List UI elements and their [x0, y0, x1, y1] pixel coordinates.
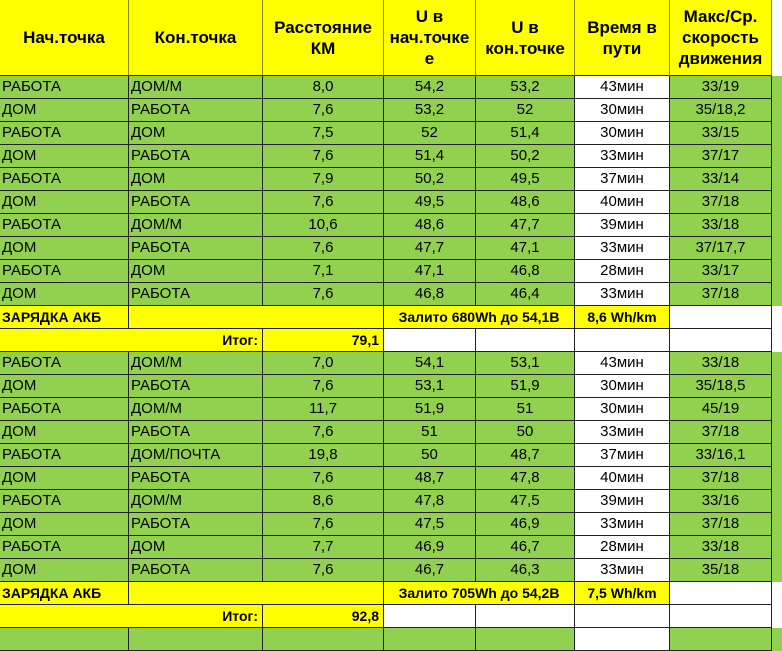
row-spill [772, 513, 782, 536]
cell-speed[interactable]: 33/18 [670, 352, 772, 375]
row-spill [772, 398, 782, 421]
cell-u-start[interactable]: 47,5 [384, 513, 476, 536]
cell-end-point[interactable]: ДОМ/М [129, 76, 263, 99]
cell-distance[interactable]: 7,6 [263, 421, 384, 444]
cell-end-point[interactable]: РАБОТА [129, 513, 263, 536]
cell-start-point[interactable]: ДОМ [0, 237, 129, 260]
cell-travel-time[interactable]: 30мин [575, 122, 670, 145]
cell-distance[interactable]: 7,6 [263, 375, 384, 398]
cell-travel-time[interactable]: 33мин [575, 421, 670, 444]
cell-end-point[interactable]: ДОМ/М [129, 214, 263, 237]
cell-end-point[interactable]: РАБОТА [129, 559, 263, 582]
charge-rate[interactable]: 7,5 Wh/km [575, 582, 670, 605]
cell-end-point[interactable]: ДОМ [129, 536, 263, 559]
cell-start-point[interactable]: РАБОТА [0, 536, 129, 559]
cell-speed[interactable]: 33/19 [670, 76, 772, 99]
cell-speed[interactable]: 33/14 [670, 168, 772, 191]
cell-start-point[interactable]: ДОМ [0, 191, 129, 214]
cell-u-start[interactable]: 52 [384, 122, 476, 145]
charge-empty[interactable] [129, 582, 384, 605]
cell-speed[interactable]: 37/18 [670, 467, 772, 490]
total-empty[interactable] [575, 329, 670, 352]
cell-distance[interactable]: 7,6 [263, 145, 384, 168]
cell-end-point[interactable]: ДОМ/ПОЧТА [129, 444, 263, 467]
row-spill [772, 375, 782, 398]
header-spill [772, 0, 782, 76]
cell-end-point[interactable]: РАБОТА [129, 191, 263, 214]
cell-start-point[interactable]: РАБОТА [0, 398, 129, 421]
row-spill [772, 145, 782, 168]
cell-u-end[interactable]: 46,3 [476, 559, 575, 582]
cell-u-start[interactable]: 54,1 [384, 352, 476, 375]
row-spill [772, 283, 782, 306]
row-spill [772, 329, 782, 352]
cell-u-end[interactable]: 50,2 [476, 145, 575, 168]
cell-distance[interactable]: 7,6 [263, 191, 384, 214]
cell-u-end[interactable]: 49,5 [476, 168, 575, 191]
cell-speed[interactable]: 33/18 [670, 214, 772, 237]
cell-u-start[interactable]: 50 [384, 444, 476, 467]
total-empty[interactable] [670, 605, 772, 628]
row-spill [772, 421, 782, 444]
row-spill [772, 582, 782, 605]
cell-speed[interactable]: 37/18 [670, 513, 772, 536]
row-spill [772, 260, 782, 283]
cell-distance[interactable]: 7,5 [263, 122, 384, 145]
cell-speed[interactable]: 37/17,7 [670, 237, 772, 260]
cell-u-start[interactable]: 53,2 [384, 99, 476, 122]
cell-end-point[interactable]: ДОМ/М [129, 352, 263, 375]
cell-u-end[interactable]: 47,7 [476, 214, 575, 237]
cell-u-start[interactable]: 51 [384, 421, 476, 444]
cell-travel-time[interactable]: 33мин [575, 513, 670, 536]
cell-distance[interactable]: 7,6 [263, 559, 384, 582]
total-value[interactable]: 92,8 [263, 605, 384, 628]
row-spill [772, 237, 782, 260]
cell-u-end[interactable]: 47,5 [476, 490, 575, 513]
cell-distance[interactable]: 7,6 [263, 99, 384, 122]
cell-start-point[interactable]: ДОМ [0, 99, 129, 122]
cell-distance[interactable]: 11,7 [263, 398, 384, 421]
cell-start-point[interactable]: ДОМ [0, 145, 129, 168]
cell-travel-time[interactable]: 39мин [575, 490, 670, 513]
cell-end-point[interactable]: ДОМ [129, 122, 263, 145]
header-u-start[interactable]: U в нач.точке е [384, 0, 476, 76]
cell-distance[interactable]: 19,8 [263, 444, 384, 467]
row-spill [772, 559, 782, 582]
cell-u-end[interactable]: 53,2 [476, 76, 575, 99]
cell-start-point[interactable]: РАБОТА [0, 352, 129, 375]
total-label[interactable]: Итог: [0, 605, 263, 628]
cell-u-start[interactable]: 51,4 [384, 145, 476, 168]
row-spill [772, 214, 782, 237]
cell-distance[interactable]: 7,6 [263, 283, 384, 306]
cell-speed[interactable]: 35/18,2 [670, 99, 772, 122]
charge-note[interactable]: Залито 705Wh до 54,2В [384, 582, 575, 605]
cell-end-point[interactable]: РАБОТА [129, 375, 263, 398]
cell-end-point[interactable]: ДОМ/М [129, 398, 263, 421]
cell-u-end[interactable]: 47,8 [476, 467, 575, 490]
cell-u-end[interactable]: 51 [476, 398, 575, 421]
cell-start-point[interactable]: РАБОТА [0, 168, 129, 191]
cell-u-end[interactable]: 46,9 [476, 513, 575, 536]
cell-speed[interactable]: 37/18 [670, 421, 772, 444]
cell-u-start[interactable]: 50,2 [384, 168, 476, 191]
cell-start-point[interactable]: РАБОТА [0, 214, 129, 237]
charge-rate[interactable]: 8,6 Wh/km [575, 306, 670, 329]
cell-speed[interactable]: 35/18,5 [670, 375, 772, 398]
cell-start-point[interactable]: ДОМ [0, 467, 129, 490]
cell-start-point[interactable]: РАБОТА [0, 490, 129, 513]
header-start-point[interactable]: Нач.точка [0, 0, 129, 76]
cell-distance[interactable]: 7,0 [263, 352, 384, 375]
cell-travel-time[interactable]: 28мин [575, 260, 670, 283]
cell-u-end[interactable]: 51,9 [476, 375, 575, 398]
row-spill [772, 536, 782, 559]
cell-end-point[interactable]: ДОМ [129, 260, 263, 283]
cell-u-end[interactable]: 48,7 [476, 444, 575, 467]
total-label[interactable]: Итог: [0, 329, 263, 352]
cell-u-end[interactable]: 50 [476, 421, 575, 444]
cell-start-point[interactable]: ДОМ [0, 513, 129, 536]
cell-speed[interactable]: 33/17 [670, 260, 772, 283]
charge-note[interactable]: Залито 680Wh до 54,1В [384, 306, 575, 329]
cell-end-point[interactable]: РАБОТА [129, 145, 263, 168]
header-u-end[interactable]: U в кон.точке [476, 0, 575, 76]
cell-end-point[interactable]: ДОМ/М [129, 490, 263, 513]
cell-speed[interactable]: 37/17 [670, 145, 772, 168]
header-distance[interactable]: Расстояние КМ [263, 0, 384, 76]
cell-start-point[interactable]: РАБОТА [0, 122, 129, 145]
row-spill [772, 444, 782, 467]
cell-travel-time[interactable]: 37мин [575, 444, 670, 467]
cell-travel-time[interactable]: 30мин [575, 99, 670, 122]
cell-distance[interactable]: 7,7 [263, 536, 384, 559]
cell-u-start[interactable]: 54,2 [384, 76, 476, 99]
cell-speed[interactable]: 33/16,1 [670, 444, 772, 467]
row-spill [772, 605, 782, 628]
cell-start-point[interactable]: ДОМ [0, 375, 129, 398]
cell-u-start[interactable]: 46,9 [384, 536, 476, 559]
total-empty[interactable] [476, 605, 575, 628]
cell-start-point[interactable]: РАБОТА [0, 260, 129, 283]
cell-travel-time[interactable]: 30мин [575, 398, 670, 421]
cell-u-end[interactable]: 46,8 [476, 260, 575, 283]
cell-speed[interactable]: 35/18 [670, 559, 772, 582]
cell-u-end[interactable]: 52 [476, 99, 575, 122]
cell-distance[interactable]: 7,9 [263, 168, 384, 191]
cell-travel-time[interactable]: 40мин [575, 191, 670, 214]
total-value[interactable]: 79,1 [263, 329, 384, 352]
total-empty[interactable] [476, 329, 575, 352]
cell-end-point[interactable]: РАБОТА [129, 237, 263, 260]
row-spill [772, 122, 782, 145]
cell-u-start[interactable]: 48,7 [384, 467, 476, 490]
cell-travel-time[interactable]: 28мин [575, 536, 670, 559]
cell-end-point[interactable]: РАБОТА [129, 99, 263, 122]
cell-u-end[interactable]: 47,1 [476, 237, 575, 260]
charge-empty[interactable] [129, 306, 384, 329]
cell-speed[interactable]: 33/16 [670, 490, 772, 513]
cell-travel-time[interactable]: 40мин [575, 467, 670, 490]
charge-label[interactable]: ЗАРЯДКА АКБ [0, 582, 129, 605]
row-spill [772, 352, 782, 375]
cell-distance[interactable]: 7,6 [263, 467, 384, 490]
cell-distance[interactable]: 8,6 [263, 490, 384, 513]
cell-u-start[interactable]: 47,7 [384, 237, 476, 260]
cell-distance[interactable]: 7,6 [263, 513, 384, 536]
cell-u-end[interactable]: 46,4 [476, 283, 575, 306]
cell-u-end[interactable]: 53,1 [476, 352, 575, 375]
cell-u-start[interactable]: 47,1 [384, 260, 476, 283]
cell-start-point[interactable]: ДОМ [0, 559, 129, 582]
cell-start-point[interactable]: РАБОТА [0, 76, 129, 99]
cell-speed[interactable]: 33/15 [670, 122, 772, 145]
cell-u-end[interactable]: 46,7 [476, 536, 575, 559]
cell-travel-time[interactable]: 39мин [575, 214, 670, 237]
header-travel-time[interactable]: Время в пути [575, 0, 670, 76]
cell-travel-time[interactable]: 33мин [575, 237, 670, 260]
total-empty[interactable] [384, 329, 476, 352]
cell-u-start[interactable]: 46,8 [384, 283, 476, 306]
cell-speed[interactable]: 33/18 [670, 536, 772, 559]
cell-travel-time[interactable]: 43мин [575, 76, 670, 99]
cell-end-point[interactable]: РАБОТА [129, 283, 263, 306]
row-spill [772, 490, 782, 513]
total-empty[interactable] [670, 329, 772, 352]
cell-distance[interactable]: 8,0 [263, 76, 384, 99]
total-empty[interactable] [384, 605, 476, 628]
cell-travel-time[interactable]: 33мин [575, 559, 670, 582]
cell-travel-time[interactable]: 33мин [575, 145, 670, 168]
cell-u-end[interactable]: 51,4 [476, 122, 575, 145]
cell-u-start[interactable]: 53,1 [384, 375, 476, 398]
cell-distance[interactable]: 7,6 [263, 237, 384, 260]
cell-travel-time[interactable]: 37мин [575, 168, 670, 191]
cell-speed[interactable]: 37/18 [670, 191, 772, 214]
cell-distance[interactable]: 10,6 [263, 214, 384, 237]
charge-empty[interactable] [670, 582, 772, 605]
cell-travel-time[interactable]: 43мин [575, 352, 670, 375]
row-spill [772, 168, 782, 191]
cell-start-point[interactable]: ДОМ [0, 421, 129, 444]
cell-travel-time[interactable]: 30мин [575, 375, 670, 398]
cell-start-point[interactable]: ДОМ [0, 283, 129, 306]
cell-u-start[interactable]: 51,9 [384, 398, 476, 421]
cell-u-start[interactable]: 46,7 [384, 559, 476, 582]
row-spill [772, 191, 782, 214]
header-speed[interactable]: Макс/Ср. скорость движения [670, 0, 772, 76]
cell-speed[interactable]: 45/19 [670, 398, 772, 421]
cell-start-point[interactable]: РАБОТА [0, 444, 129, 467]
cell-speed[interactable]: 37/18 [670, 283, 772, 306]
cell-travel-time[interactable]: 33мин [575, 283, 670, 306]
cell-u-start[interactable]: 47,8 [384, 490, 476, 513]
cell-u-start[interactable]: 48,6 [384, 214, 476, 237]
cell-u-start[interactable]: 49,5 [384, 191, 476, 214]
cell-end-point[interactable]: РАБОТА [129, 421, 263, 444]
cell-u-end[interactable]: 48,6 [476, 191, 575, 214]
cell-end-point[interactable]: ДОМ [129, 168, 263, 191]
row-spill [772, 467, 782, 490]
charge-label[interactable]: ЗАРЯДКА АКБ [0, 306, 129, 329]
total-empty[interactable] [575, 605, 670, 628]
row-spill [772, 306, 782, 329]
header-end-point[interactable]: Кон.точка [129, 0, 263, 76]
row-spill [772, 76, 782, 99]
charge-empty[interactable] [670, 306, 772, 329]
row-spill [772, 99, 782, 122]
cell-end-point[interactable]: РАБОТА [129, 467, 263, 490]
cell-distance[interactable]: 7,1 [263, 260, 384, 283]
